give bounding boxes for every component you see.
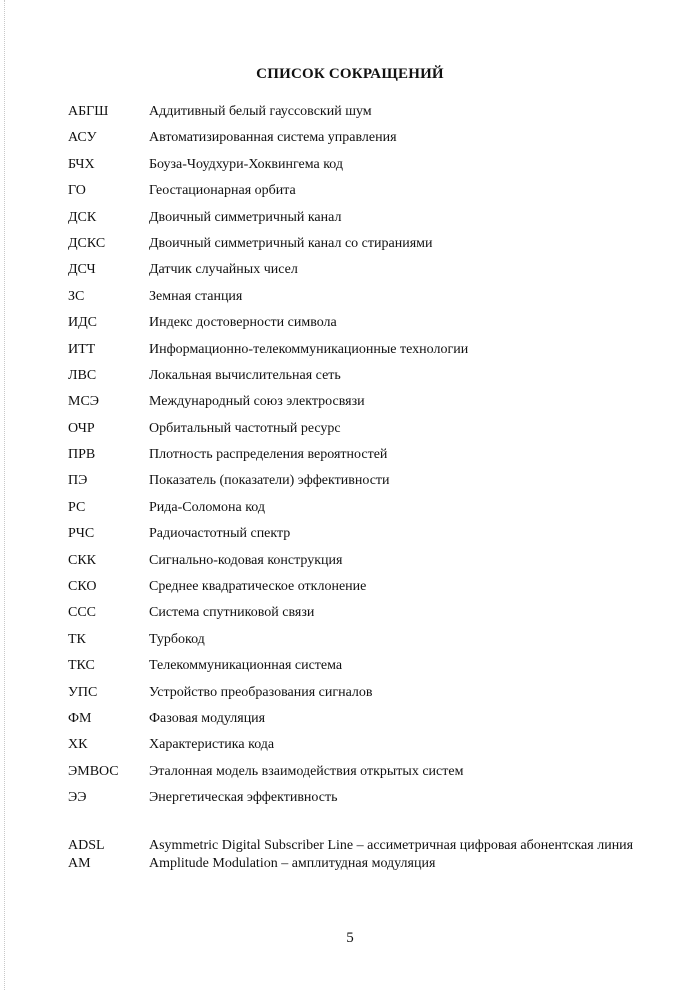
abbreviation-term: ДСЧ (68, 262, 96, 278)
abbreviation-term: СКК (68, 552, 97, 568)
list-item (68, 179, 648, 205)
abbreviation-term: ССС (68, 605, 97, 621)
abbreviation-definition: Информационно-телекоммуникационные технологии (149, 341, 469, 357)
abbreviation-term: ЭМВОС (68, 763, 119, 779)
list-item (68, 311, 648, 337)
abbreviation-definition: Фазовая модуляция (149, 710, 266, 726)
abbreviation-definition: Земная станция (149, 288, 243, 304)
abbreviation-definition: Сигнально-кодовая конструкция (149, 552, 343, 568)
abbreviation-term: ADSL (68, 838, 105, 853)
abbreviation-list (68, 100, 648, 813)
abbreviation-term: ТКС (68, 658, 95, 674)
list-item (68, 707, 648, 733)
latin-abbreviation-list (68, 838, 648, 872)
abbreviation-term: ИТТ (68, 341, 96, 357)
abbreviation-definition: Турбокод (149, 631, 205, 647)
abbreviation-definition: Система спутниковой связи (149, 605, 315, 621)
list-item (68, 496, 648, 522)
abbreviation-term: ПЭ (68, 473, 88, 489)
abbreviation-term: AM (68, 856, 91, 871)
list-item (68, 575, 648, 601)
abbreviation-term: ЗС (68, 288, 85, 304)
list-item (68, 786, 648, 812)
list-item (68, 443, 648, 469)
abbreviation-term: ЭЭ (68, 790, 87, 806)
list-item (68, 654, 648, 680)
abbreviation-definition: Локальная вычислительная сеть (149, 367, 341, 383)
list-item (68, 628, 648, 654)
abbreviation-definition: Двоичный симметричный канал (149, 209, 342, 225)
list-item (68, 285, 648, 311)
abbreviation-definition: Индекс достоверности символа (149, 315, 337, 331)
abbreviation-definition: Боуза-Чоудхури-Хоквингема код (149, 156, 344, 172)
list-item (68, 390, 648, 416)
abbreviation-definition: Эталонная модель взаимодействия открытых систем (149, 763, 464, 779)
abbreviation-definition: Двоичный симметричный канал со стираниями (149, 235, 433, 251)
abbreviation-definition: Аддитивный белый гауссовский шум (149, 104, 372, 119)
abbreviation-definition: Радиочастотный спектр (149, 526, 291, 542)
abbreviation-term: ГО (68, 183, 86, 199)
abbreviation-term: БЧХ (68, 156, 95, 172)
page-number: 5 (346, 930, 354, 946)
abbreviation-definition: Автоматизированная система управления (149, 130, 397, 146)
abbreviation-term: ИДС (68, 315, 97, 331)
abbreviation-term: ФМ (68, 710, 92, 726)
list-item (68, 338, 648, 364)
list-item (68, 838, 648, 854)
abbreviation-definition: Показатель (показатели) эффективности (149, 473, 390, 489)
list-item (68, 681, 648, 707)
abbreviation-definition: Asymmetric Digital Subscriber Line – ассиметричная цифровая абонентская линия (149, 838, 634, 853)
list-item (68, 469, 648, 495)
abbreviation-term: ОЧР (68, 420, 95, 436)
list-item (68, 522, 648, 548)
abbreviation-term: ДСКС (68, 235, 106, 251)
abbreviation-definition: Характеристика кода (149, 737, 275, 753)
abbreviation-term: АБГШ (68, 104, 109, 119)
abbreviation-term: ПРВ (68, 447, 96, 463)
abbreviation-term: ТК (68, 631, 86, 647)
list-item (68, 601, 648, 627)
abbreviation-definition: Среднее квадратическое отклонение (149, 579, 367, 595)
abbreviation-definition: Энергетическая эффективность (149, 790, 338, 806)
abbreviation-definition: Плотность распределения вероятностей (149, 447, 388, 463)
abbreviation-definition: Датчик случайных чисел (149, 262, 298, 278)
abbreviation-term: РЧС (68, 526, 95, 542)
list-item (68, 733, 648, 759)
page-edge-dotted-border (4, 0, 5, 990)
abbreviation-term: УПС (68, 684, 98, 700)
list-item (68, 364, 648, 390)
abbreviation-definition: Международный союз электросвязи (149, 394, 365, 410)
list-item (68, 549, 648, 575)
abbreviation-definition: Орбитальный частотный ресурс (149, 420, 341, 436)
abbreviation-term: АСУ (68, 130, 97, 146)
list-item (68, 760, 648, 786)
abbreviation-term: ДСК (68, 209, 97, 225)
abbreviation-term: ЛВС (68, 367, 97, 383)
list-item (68, 258, 648, 284)
list-item (68, 126, 648, 152)
abbreviation-definition: Amplitude Modulation – амплитудная модуляция (149, 856, 436, 871)
list-item (68, 417, 648, 443)
list-item (68, 232, 648, 258)
abbreviation-term: СКО (68, 579, 97, 595)
abbreviation-term: ХК (68, 737, 88, 753)
abbreviation-term: МСЭ (68, 394, 100, 410)
list-item (68, 153, 648, 179)
abbreviation-definition: Геостационарная орбита (149, 183, 296, 199)
abbreviation-term: РС (68, 499, 86, 515)
list-item (68, 206, 648, 232)
abbreviation-definition: Рида-Соломона код (149, 499, 266, 515)
abbreviation-definition: Устройство преобразования сигналов (149, 684, 373, 700)
abbreviation-definition: Телекоммуникационная система (149, 658, 343, 674)
list-item (68, 100, 648, 126)
list-item (68, 856, 648, 872)
page-title: СПИСОК СОКРАЩЕНИЙ (256, 66, 444, 82)
